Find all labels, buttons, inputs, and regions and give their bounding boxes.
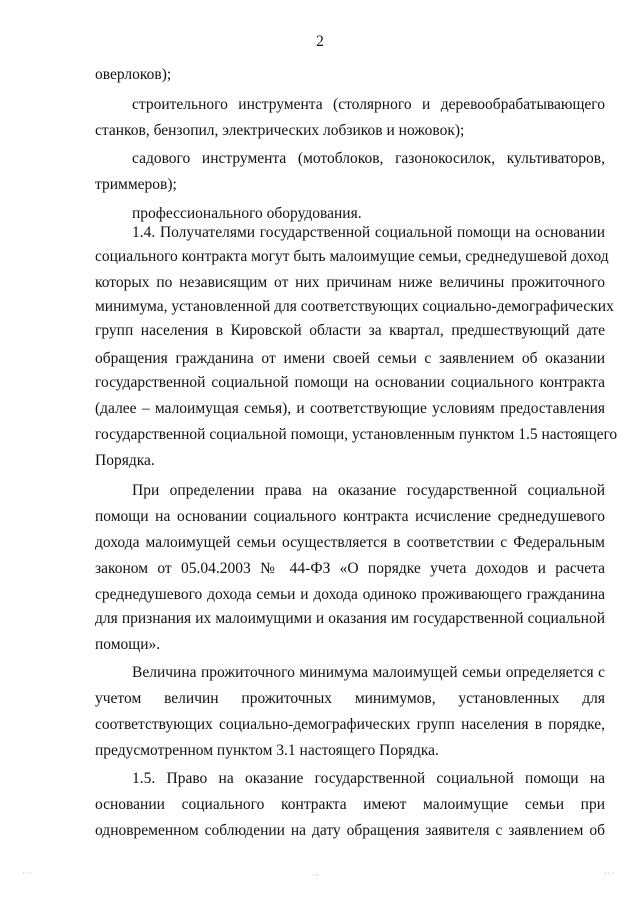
text-line: учетом величин прожиточных минимумов, установленных для <box>95 690 605 707</box>
text-line: социального контракта могут быть малоимущие семьи, среднедушевой доход <box>95 248 609 265</box>
text-line: станков, бензопил, электрических лобзиков и ножовок); <box>95 122 465 139</box>
page-number: 2 <box>316 33 324 50</box>
text-line: помощи на основании социального контракта исчисление среднедушевого <box>95 508 605 525</box>
text-line: садового инструмента (мотоблоков, газонокосилок, культиваторов, <box>132 150 605 167</box>
text-line: одновременном соблюдении на дату обращения заявителя с заявлением об <box>95 822 605 839</box>
text-line: 1.4. Получателями государственной социальной помощи на основании <box>132 224 605 241</box>
text-line: 1.5. Право на оказание государственной социальной помощи на <box>132 770 605 787</box>
text-line: предусмотренном пунктом 3.1 настоящего Порядка. <box>95 742 439 759</box>
text-line: основании социального контракта имеют малоимущие семьи при <box>95 796 605 813</box>
text-line: Величина прожиточного минимума малоимущей семьи определяется с <box>132 664 605 681</box>
text-line: триммеров); <box>95 176 177 193</box>
text-line: для признания их малоимущими и оказания им государственной социальной <box>95 610 605 627</box>
text-line: При определении права на оказание государственной социальной <box>132 482 605 499</box>
scan-speck: ··· <box>22 869 33 878</box>
text-line: помощи». <box>95 636 161 653</box>
scan-speck: ·· <box>312 871 320 880</box>
text-line: государственной социальной помощи, установленным пунктом 1.5 настоящего <box>95 426 618 443</box>
text-line: государственной социальной помощи на основании социального контракта <box>95 374 605 391</box>
text-line: строительного инструмента (столярного и деревообрабатывающего <box>132 96 605 113</box>
text-line: обращения гражданина от имени своей семьи с заявлением об оказании <box>95 350 605 367</box>
text-line: которых по независящим от них причинам ниже величины прожиточного <box>95 274 605 291</box>
text-line: (далее – малоимущая семья), и соответствующие условиям предоставления <box>95 400 605 417</box>
text-line: дохода малоимущей семьи осуществляется в соответствии с Федеральным <box>95 534 605 551</box>
text-line: Порядка. <box>95 452 155 469</box>
text-line: профессионального оборудования. <box>132 205 362 222</box>
scan-speck: ··· <box>604 869 615 878</box>
text-line: соответствующих социально-демографических групп населения в порядке, <box>95 716 605 733</box>
text-line: законом от 05.04.2003 № 44-ФЗ «О порядке учета доходов и расчета <box>95 560 605 577</box>
text-line: групп населения в Кировской области за квартал, предшествующий дате <box>95 322 605 339</box>
text-line: оверлоков); <box>95 66 172 83</box>
text-line: среднедушевого дохода семьи и дохода одиноко проживающего гражданина <box>95 586 605 603</box>
text-line: минимума, установленной для соответствующих социально-демографических <box>95 298 614 315</box>
